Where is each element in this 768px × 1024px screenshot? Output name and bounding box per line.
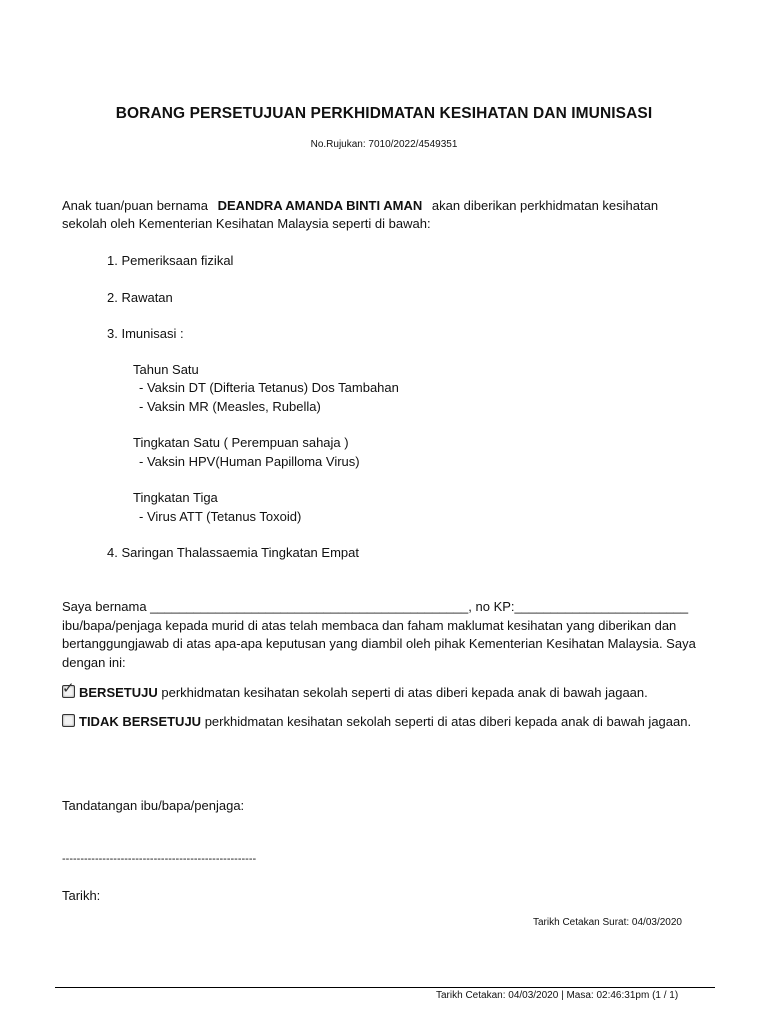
intro-suffix: akan diberikan perkhidmatan kesihatan: [431, 198, 659, 213]
letter-print-date: Tarikh Cetakan Surat: 04/03/2020: [533, 917, 682, 928]
disagree-text: perkhidmatan kesihatan sekolah seperti di atas diberi kepada anak di bawah jagaan.: [204, 714, 692, 729]
declaration-line-4: dengan ini:: [62, 655, 126, 670]
disagree-checkbox[interactable]: [62, 714, 75, 727]
intro-line-1: [62, 196, 658, 215]
signature-label: Tandatangan ibu/bapa/penjaga:: [62, 798, 245, 813]
agree-option[interactable]: [62, 680, 648, 702]
agree-text: perkhidmatan kesihatan sekolah seperti di atas diberi kepada anak di bawah jagaan.: [161, 685, 648, 700]
year1-vaccine-dt: - Vaksin DT (Difteria Tetanus) Dos Tambahan: [139, 380, 399, 395]
declaration-line-3: bertanggungjawab di atas apa-apa keputusan yang diambil oleh pihak Kementerian Kesihatan Malaysia. Saya: [62, 636, 696, 651]
signature-line: -----------------------------------------------------: [62, 853, 257, 865]
disagree-label: TIDAK BERSETUJU: [79, 714, 202, 729]
form3-title: Tingkatan Tiga: [133, 490, 218, 505]
form3-vaccine-att: - Virus ATT (Tetanus Toxoid): [139, 509, 302, 524]
footer-divider: [55, 987, 715, 988]
agree-checkbox[interactable]: [62, 680, 75, 698]
declaration-line-2: ibu/bapa/penjaga kepada murid di atas telah membaca dan faham maklumat kesihatan yang diberikan dan: [62, 618, 677, 633]
checkmark-icon: ✓: [62, 680, 75, 697]
declaration-line-1: Saya bernama ____________________________________________, no KP:________________________: [62, 599, 689, 614]
agree-label: BERSETUJU: [79, 685, 158, 700]
year1-vaccine-mr: - Vaksin MR (Measles, Rubella): [139, 399, 321, 414]
service-item-4: 4. Saringan Thalassaemia Tingkatan Empat: [107, 545, 359, 560]
service-item-2: 2. Rawatan: [107, 290, 173, 305]
disagree-option[interactable]: [62, 712, 691, 731]
form1-title: Tingkatan Satu ( Perempuan sahaja ): [133, 435, 349, 450]
student-name: DEANDRA AMANDA BINTI AMAN: [217, 198, 423, 213]
form-title: BORANG PERSETUJUAN PERKHIDMATAN KESIHATAN DAN IMUNISASI: [115, 105, 653, 122]
service-item-3: 3. Imunisasi :: [107, 326, 184, 341]
year1-title: Tahun Satu: [133, 362, 199, 377]
intro-line-2: sekolah oleh Kementerian Kesihatan Malaysia seperti di bawah:: [62, 216, 431, 231]
reference-number: No.Rujukan: 7010/2022/4549351: [310, 139, 458, 150]
form1-vaccine-hpv: - Vaksin HPV(Human Papilloma Virus): [139, 454, 360, 469]
date-label: Tarikh:: [62, 888, 101, 903]
footer-print-info: Tarikh Cetakan: 04/03/2020 | Masa: 02:46:31pm (1 / 1): [436, 990, 679, 1001]
intro-prefix: Anak tuan/puan bernama: [62, 198, 208, 213]
service-item-1: 1. Pemeriksaan fizikal: [107, 253, 234, 268]
